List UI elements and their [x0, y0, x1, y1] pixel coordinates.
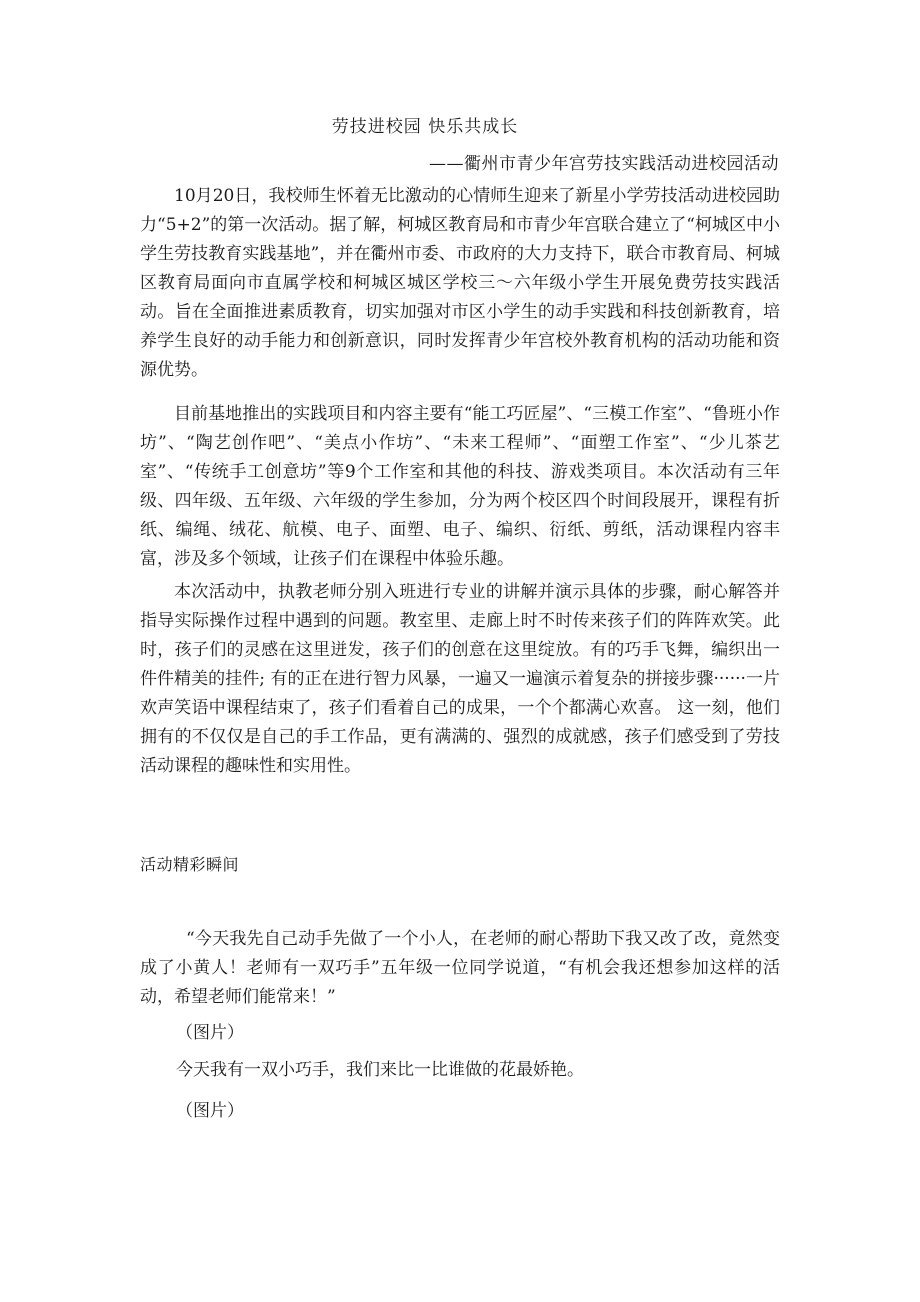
- article-title: 劳技进校园 快乐共成长: [331, 117, 519, 137]
- student-quote: “今天我先自己动手先做了一个小人，在老师的耐心帮助下我又改了改，竟然变成了小黄人！老师有一双巧手”五年级一位同学说道，“有机会我还想参加这样的活动，希望老师们能常来！”: [140, 929, 780, 1007]
- photo-caption: 今天我有一双小巧手，我们来比一比谁做的花最娇艳。: [176, 1060, 584, 1080]
- picture-placeholder: （图片）: [176, 1101, 244, 1121]
- article-subtitle: ——衢州市青少年宫劳技实践活动进校园活动: [429, 154, 779, 174]
- paragraph-projects: 目前基地推出的实践项目和内容主要有“能工巧匠屋”、“三模工作室”、“鲁班小作坊”、“陶艺创作吧”、“美点小作坊”、“未来工程师”、“面塑工作室”、“少儿茶艺室”、“传统手工创意坊”等9个工作室和其他的科技、游戏类项目。本次活动有三年级、四年级、五年级、六年级的学生参加，分为两个校区四个时间段展开，课程有折纸、编绳、绒花、航模、电子、面塑、电子、编织、衍纸、剪纸，活动课程内容丰富，涉及多个领域，让孩子们在课程中体验乐趣。: [140, 404, 780, 569]
- paragraph-intro: 10月20日，我校师生怀着无比激动的心情师生迎来了新星小学劳技活动进校园助力“5+2”的第一次活动。据了解，柯城区教育局和市青少年宫联合建立了“柯城区中小学生劳技教育实践基地”，并在衢州市委、市政府的大力支持下，联合市教育局、柯城区教育局面向市直属学校和柯城区城区学校三～六年级小学生开展免费劳技实践活动。旨在全面推进素质教育，切实加强对市区小学生的动手实践和科技创新教育，培养学生良好的动手能力和创新意识，同时发挥青少年宫校外教育机构的活动功能和资源优势。: [140, 186, 780, 380]
- picture-placeholder: （图片）: [176, 1023, 244, 1043]
- section-heading: 活动精彩瞬间: [140, 855, 240, 874]
- paragraph-activity: 本次活动中，执教老师分别入班进行专业的讲解并演示具体的步骤，耐心解答并指导实际操作过程中遇到的问题。教室里、走廊上时不时传来孩子们的阵阵欢笑。此时，孩子们的灵感在这里迸发，孩子们的创意在这里绽放。有的巧手飞舞，编织出一件件精美的挂件; 有的正在进行智力风暴，一遍又一遍演示着复杂的拼接步骤······一片欢声笑语中课程结束了，孩子们看着自己的成果，一个个都满心欢喜。 这一刻，他们拥有的不仅仅是自己的手工作品，更有满满的、强烈的成就感，孩子们感受到了劳技活动课程的趣味性和实用性。: [140, 582, 780, 776]
